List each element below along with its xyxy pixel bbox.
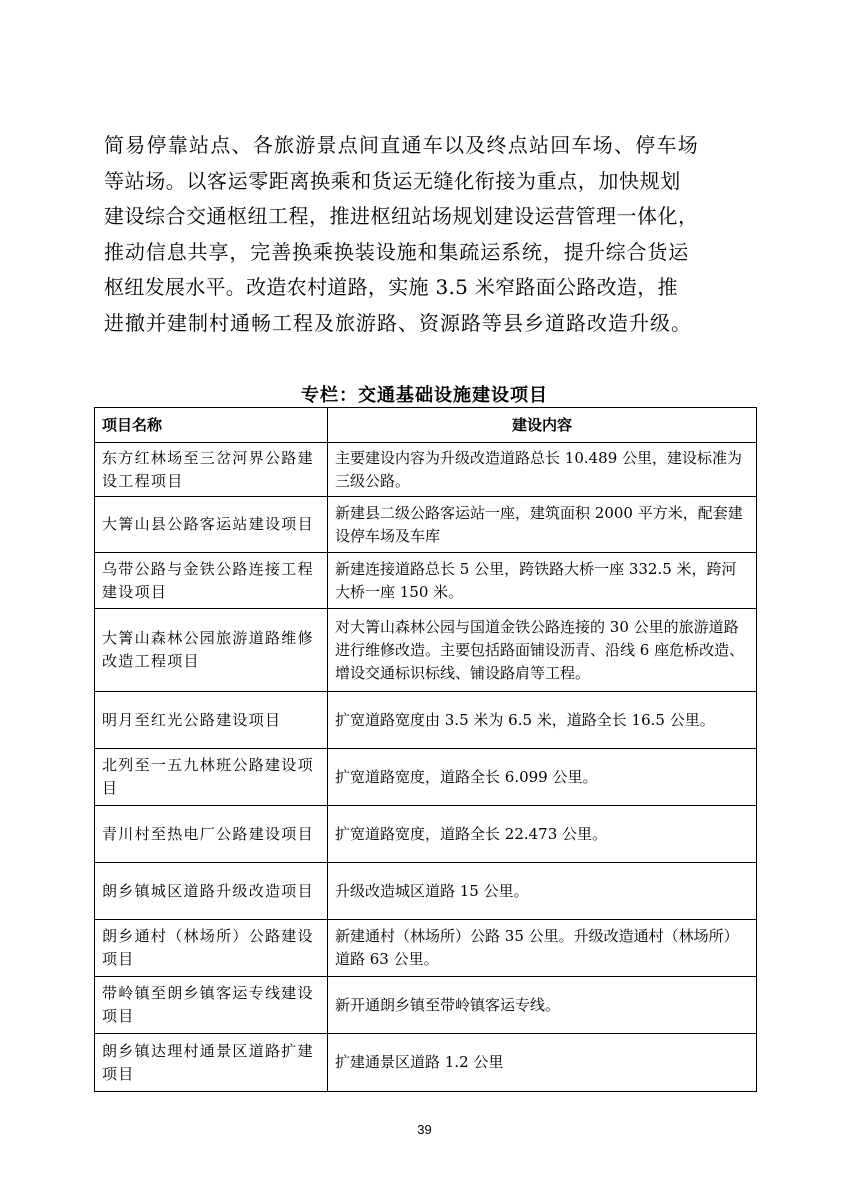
project-content-cell: 新开通朗乡镇至带岭镇客运专线。 — [328, 977, 757, 1034]
header-project-name: 项目名称 — [95, 408, 328, 443]
paragraph-line: 枢纽发展水平。改造农村道路，实施 3.5 米窄路面公路改造，推 — [104, 275, 678, 300]
table-row — [95, 920, 757, 977]
paragraph-line: 进撤并建制村通畅工程及旅游路、资源路等县乡道路改造升级。 — [104, 310, 692, 335]
project-content-cell: 新建连接道路总长 5 公里，跨铁路大桥一座 332.5 米，跨河大桥一座 150 米。 — [328, 553, 757, 609]
project-content-cell: 升级改造城区道路 15 公里。 — [328, 863, 757, 920]
table-title: 专栏：交通基础设施建设项目 — [301, 385, 548, 406]
table-row — [95, 497, 757, 553]
project-name-cell: 北列至一五九林班公路建设项目 — [95, 749, 328, 806]
header-construction-content: 建设内容 — [328, 408, 757, 443]
table-row — [95, 749, 757, 806]
project-content-cell: 扩宽道路宽度，道路全长 22.473 公里。 — [328, 806, 757, 863]
project-content-cell: 扩宽道路宽度由 3.5 米为 6.5 米，道路全长 16.5 公里。 — [328, 692, 757, 749]
project-name-cell: 带岭镇至朗乡镇客运专线建设项目 — [95, 977, 328, 1034]
project-name-cell: 乌带公路与金铁公路连接工程建设项目 — [95, 553, 328, 609]
table-row — [95, 977, 757, 1034]
project-name-cell: 明月至红光公路建设项目 — [95, 692, 328, 749]
table-row — [95, 863, 757, 920]
project-content-cell: 扩宽道路宽度，道路全长 6.099 公里。 — [328, 749, 757, 806]
page-number: 39 — [417, 1122, 432, 1137]
project-table — [94, 407, 757, 1092]
table-row — [95, 1034, 757, 1092]
paragraph-line: 等站场。以客运零距离换乘和货运无缝化衔接为重点，加快规划 — [104, 168, 681, 193]
project-name-cell: 朗乡镇城区道路升级改造项目 — [95, 863, 328, 920]
project-content-cell: 主要建设内容为升级改造道路总长 10.489 公里，建设标准为三级公路。 — [328, 443, 757, 497]
table-row — [95, 443, 757, 497]
table-row — [95, 553, 757, 609]
table-row — [95, 692, 757, 749]
table-row — [95, 609, 757, 692]
table-row — [95, 806, 757, 863]
project-name-cell: 朗乡通村（林场所）公路建设项目 — [95, 920, 328, 977]
project-content-cell: 扩建通景区道路 1.2 公里 — [328, 1034, 757, 1092]
body-paragraph — [104, 128, 754, 342]
project-name-cell: 青川村至热电厂公路建设项目 — [95, 806, 328, 863]
project-content-cell: 新建通村（林场所）公路 35 公里。升级改造通村（林场所）道路 63 公里。 — [328, 920, 757, 977]
project-name-cell: 大箐山县公路客运站建设项目 — [95, 497, 328, 553]
paragraph-line: 建设综合交通枢纽工程，推进枢纽站场规划建设运营管理一体化， — [104, 204, 699, 229]
paragraph-line: 推动信息共享，完善换乘换装设施和集疏运系统，提升综合货运 — [104, 239, 690, 264]
project-name-cell: 大箐山森林公园旅游道路维修改造工程项目 — [95, 609, 328, 692]
table-header-row — [95, 408, 757, 443]
project-content-cell: 对大箐山森林公园与国道金铁公路连接的 30 公里的旅游道路进行维修改造。主要包括路面铺设沥青、沿线 6 座危桥改造、增设交通标识标线、铺设路肩等工程。 — [328, 609, 757, 692]
project-content-cell: 新建县二级公路客运站一座，建筑面积 2000 平方米，配套建设停车场及车库 — [328, 497, 757, 553]
project-name-cell: 东方红林场至三岔河界公路建设工程项目 — [95, 443, 328, 497]
project-name-cell: 朗乡镇达理村通景区道路扩建项目 — [95, 1034, 328, 1092]
paragraph-line: 简易停靠站点、各旅游景点间直通车以及终点站回车场、停车场 — [104, 133, 699, 157]
